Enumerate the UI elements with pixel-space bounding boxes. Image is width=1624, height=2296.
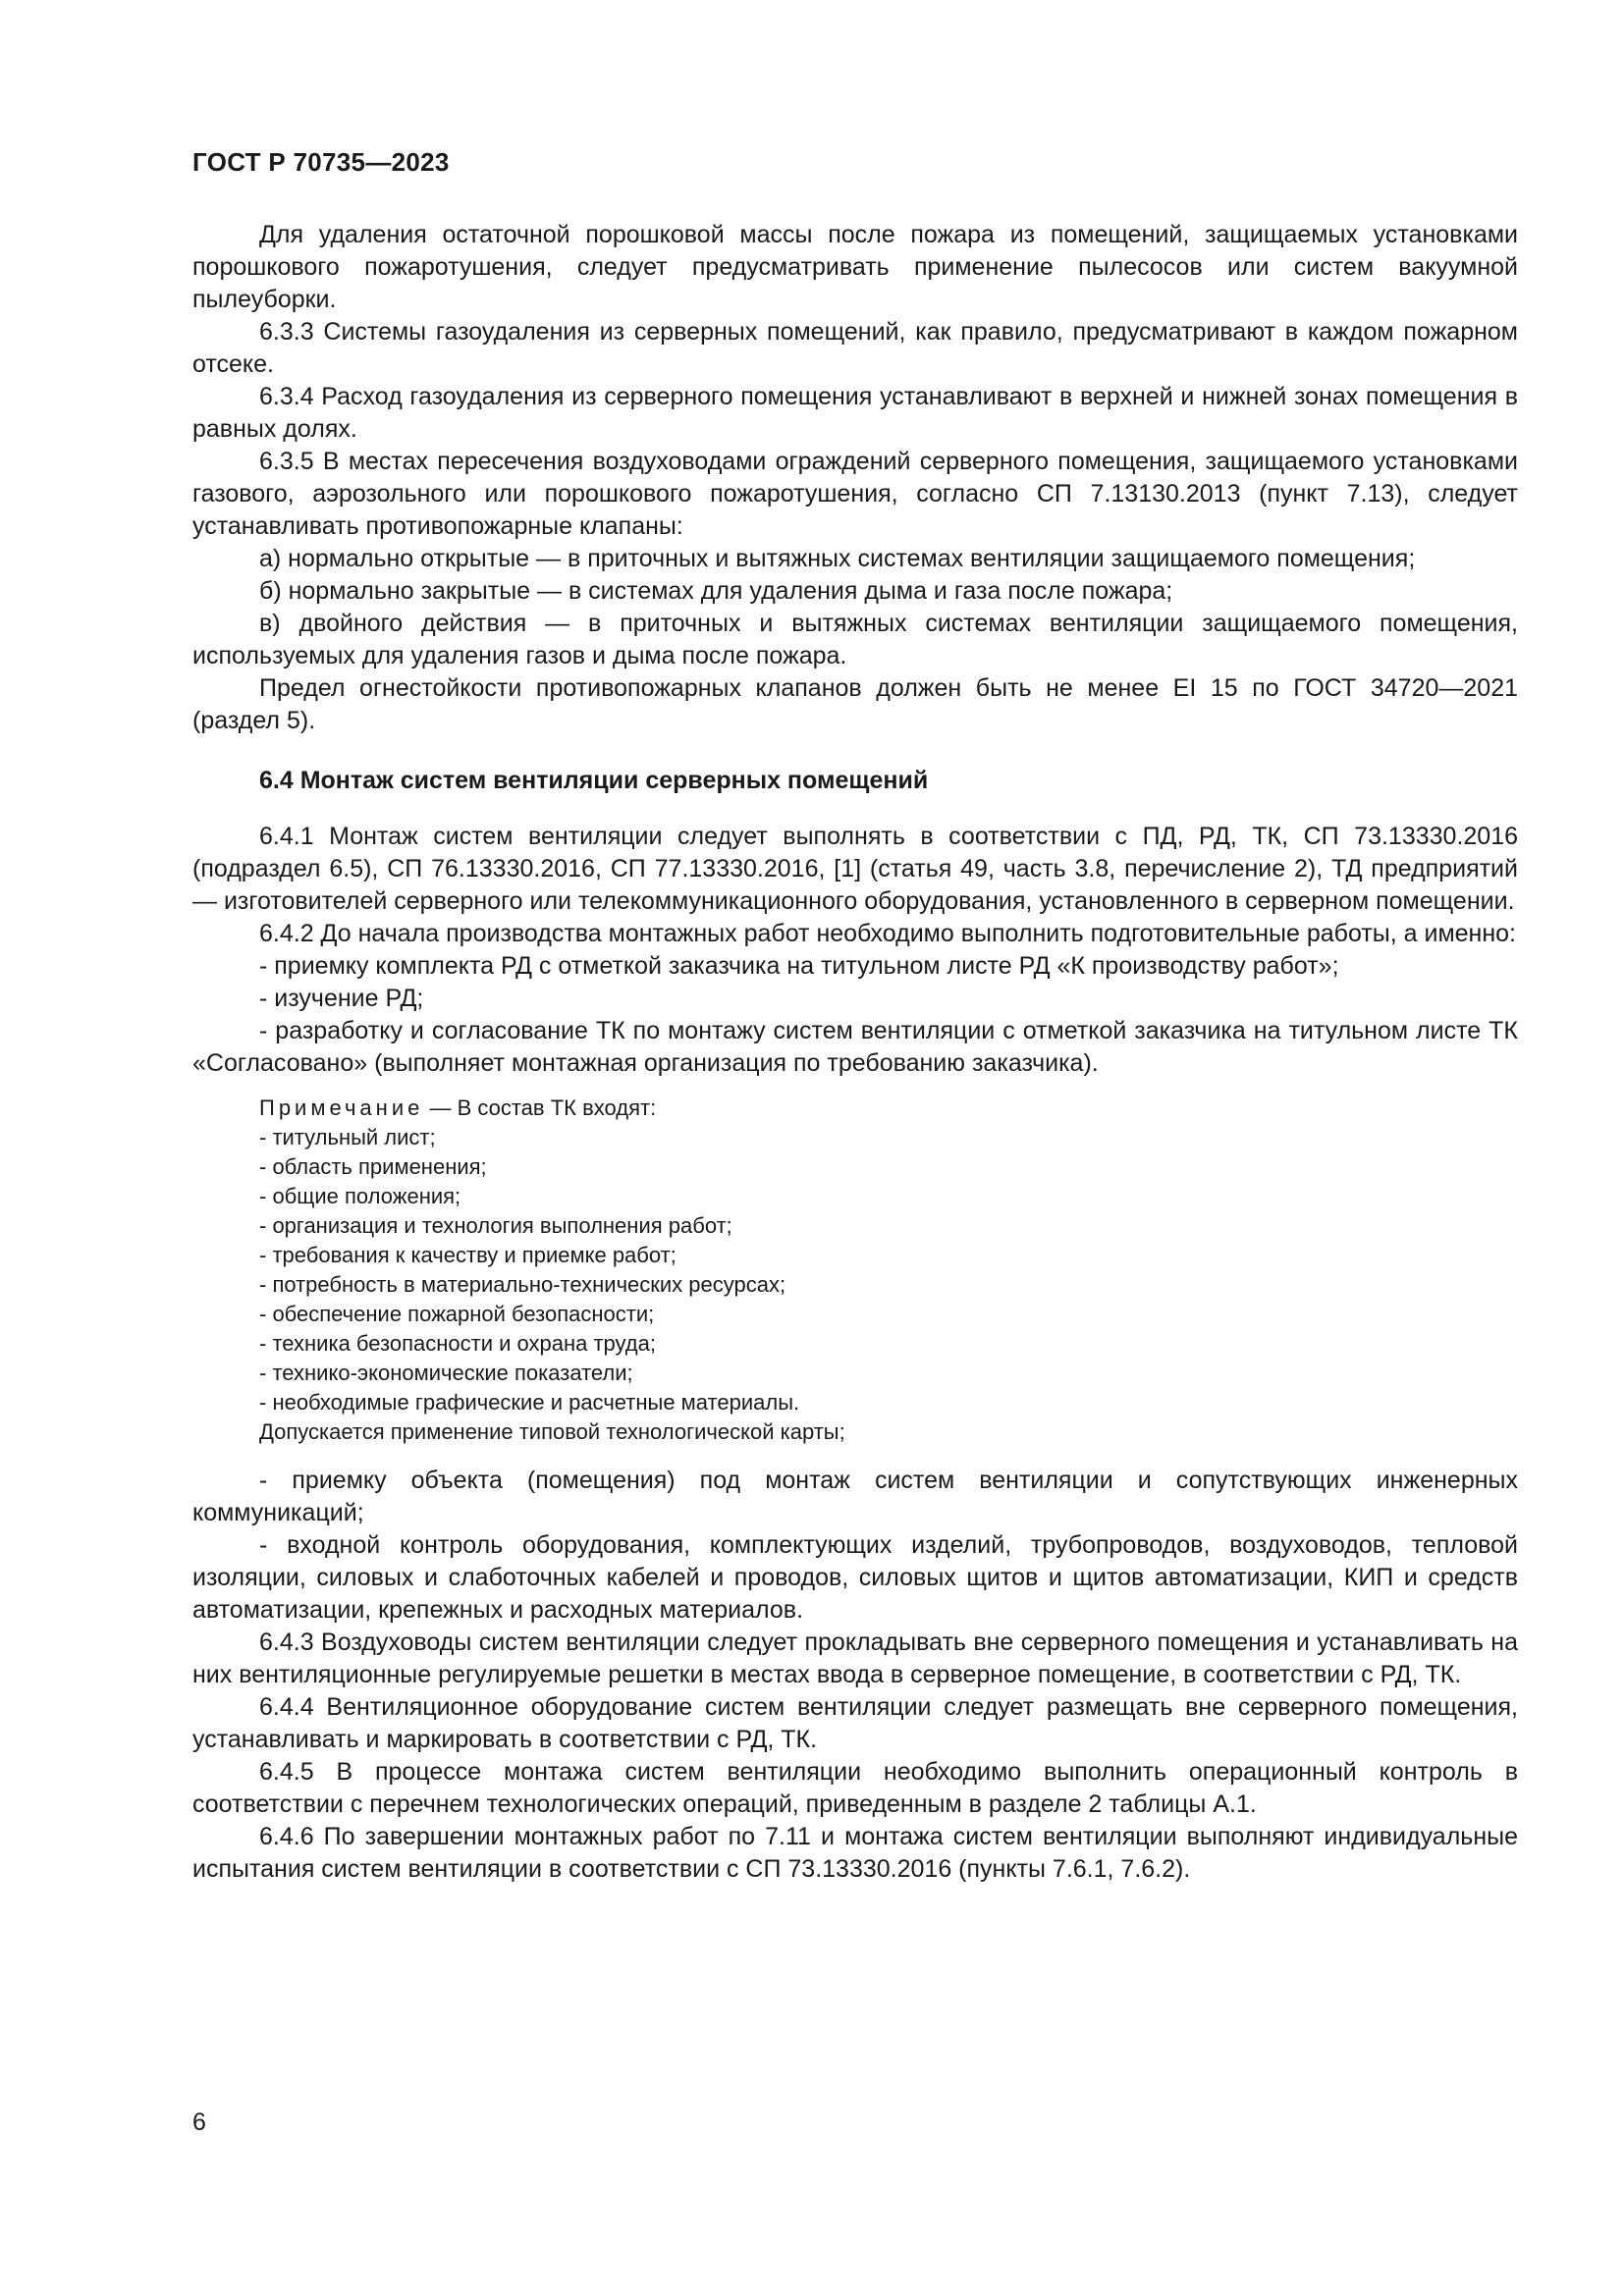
paragraph-intro: Для удаления остаточной порошковой массы после пожара из помещений, защищаемых установками порошкового пожаротушения, следует предусматривать применение пылесосов или систем вакуумной пылеуборки. [192, 221, 1518, 313]
note-item: - технико-экономические показатели; [259, 1361, 633, 1385]
list-item-a: а) нормально открытые — в приточных и вытяжных системах вентиляции защищаемого помещения; [259, 545, 1416, 572]
page-number: 6 [192, 2109, 206, 2136]
note-item: - обеспечение пожарной безопасности; [259, 1302, 655, 1326]
note-item: - потребность в материально-технических ресурсах; [259, 1272, 786, 1297]
list-item-rd-acceptance: - приемку комплекта РД с отметкой заказчика на титульном листе РД «К производству работ»; [259, 952, 1339, 980]
paragraph-6-4-6: 6.4.6 По завершении монтажных работ по 7.11 и монтажа систем вентиляции выполняют индивидуальные испытания систем вентиляции в соответствии с СП 73.13330.2016 (пункты 7.6.1, 7.6.2). [192, 1823, 1518, 1883]
paragraph-6-3-3: 6.3.3 Системы газоудаления из серверных помещений, как правило, предусматривают в каждом пожарном отсеке. [192, 318, 1518, 378]
note-item: - титульный лист; [259, 1125, 436, 1149]
list-item-v: в) двойного действия — в приточных и вытяжных системах вентиляции защищаемого помещения, используемых для удаления газов и дыма после пожара. [192, 610, 1518, 669]
paragraph-6-4-4: 6.4.4 Вентиляционное оборудование систем вентиляции следует размещать вне серверного помещения, устанавливать и маркировать в соответствии с РД, ТК. [192, 1693, 1518, 1753]
note-item: - организация и технология выполнения работ; [259, 1213, 732, 1238]
document-header: ГОСТ Р 70735—2023 [192, 147, 450, 177]
note-label: Примечание [259, 1095, 424, 1120]
note-intro: — В состав ТК входят: [423, 1095, 657, 1120]
note-item: - требования к качеству и приемке работ; [259, 1243, 677, 1267]
paragraph-6-4-1: 6.4.1 Монтаж систем вентиляции следует выполнять в соответствии с ПД, РД, ТК, СП 73.13330.2016 (подраздел 6.5), СП 76.13330.2016, СП 77.13330.2016, [1] (статья 49, часть 3.8, перечисление 2), ТД предприятий — изготовителей серверного или телекоммуникационного оборудования, установленного в серверном помещении. [192, 823, 1518, 915]
note-item: - техника безопасности и охрана труда; [259, 1331, 656, 1356]
note-tail: Допускается применение типовой технологической карты; [259, 1419, 845, 1444]
list-item-tk-development: - разработку и согласование ТК по монтажу систем вентиляции с отметкой заказчика на титульном листе ТК «Согласовано» (выполняет монтажная организация по требованию заказчика). [192, 1017, 1518, 1077]
paragraph-6-3-5: 6.3.5 В местах пересечения воздуховодами ограждений серверного помещения, защищаемого установками газового, аэрозольного или порошкового пожаротушения, согласно СП 7.13130.2013 (пункт 7.13), следует устанавливать противопожарные клапаны: [192, 448, 1518, 540]
list-item-b: б) нормально закрытые — в системах для удаления дыма и газа после пожара; [259, 577, 1173, 605]
note-item: - необходимые графические и расчетные материалы. [259, 1390, 800, 1415]
paragraph-6-4-3: 6.4.3 Воздуховоды систем вентиляции следует прокладывать вне серверного помещения и устанавливать на них вентиляционные регулируемые решетки в местах ввода в серверное помещение, в соответствии с РД, ТК. [192, 1629, 1518, 1688]
note-title [259, 1094, 1518, 1123]
paragraph-6-3-4: 6.3.4 Расход газоудаления из серверного помещения устанавливают в верхней и нижней зонах помещения в равных долях. [192, 383, 1518, 443]
paragraph-fire-limit: Предел огнестойкости противопожарных клапанов должен быть не менее EI 15 по ГОСТ 34720—2021 (раздел 5). [192, 674, 1518, 734]
list-item-object-acceptance: - приемку объекта (помещения) под монтаж систем вентиляции и сопутствующих инженерных коммуникаций; [192, 1467, 1518, 1526]
note-item: - общие положения; [259, 1184, 461, 1208]
section-heading-6-4: 6.4 Монтаж систем вентиляции серверных помещений [259, 767, 929, 794]
list-item-input-control: - входной контроль оборудования, комплектующих изделий, трубопроводов, воздуховодов, тепловой изоляции, силовых и слаботочных кабелей и проводов, силовых щитов и щитов автоматизации, КИП и средств автоматизации, крепежных и расходных материалов. [192, 1531, 1518, 1624]
note-item: - область применения; [259, 1154, 487, 1179]
list-item-rd-study: - изучение РД; [259, 985, 424, 1012]
paragraph-6-4-5: 6.4.5 В процессе монтажа систем вентиляции необходимо выполнить операционный контроль в соответствии с перечнем технологических операций, приведенным в разделе 2 таблицы А.1. [192, 1758, 1518, 1818]
paragraph-6-4-2: 6.4.2 До начала производства монтажных работ необходимо выполнить подготовительные работы, а именно: [259, 920, 1516, 947]
document-page [192, 147, 1518, 1886]
note-block [259, 1094, 1518, 1447]
